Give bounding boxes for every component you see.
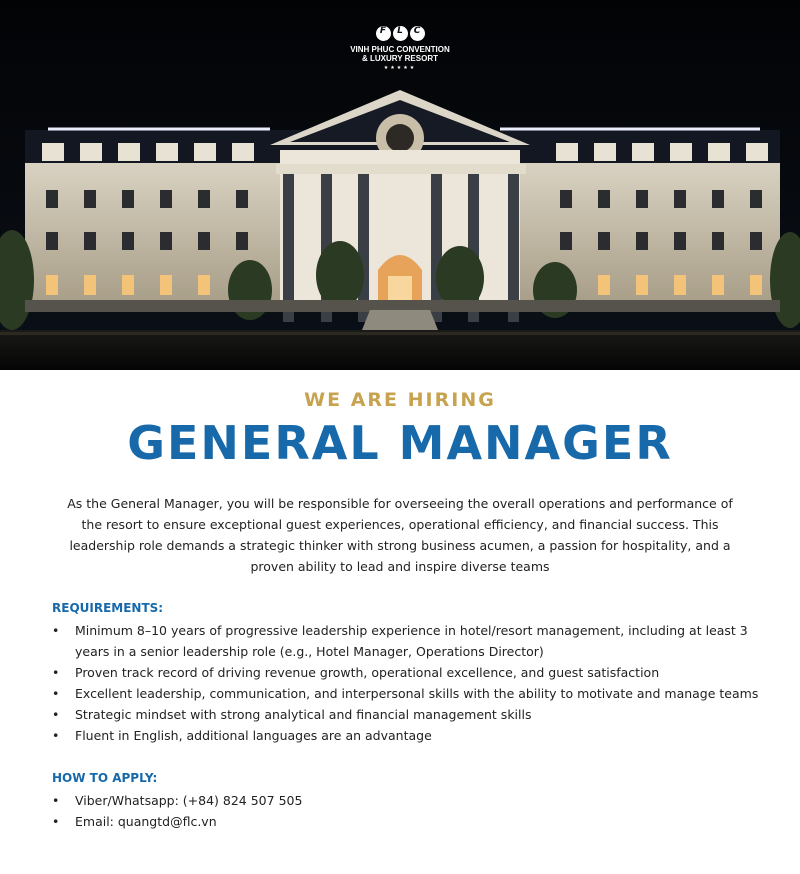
- apply-heading: HOW TO APPLY:: [52, 771, 158, 785]
- job-title: GENERAL MANAGER: [127, 416, 673, 470]
- bullet-icon: •: [52, 665, 60, 680]
- flc-logo-icon: F L C: [376, 26, 425, 41]
- list-item: • Excellent leadership, communication, and interpersonal skills with the ability to motivate and manage teams: [52, 683, 764, 704]
- requirements-list: [52, 620, 764, 746]
- bullet-icon: •: [52, 814, 60, 829]
- bullet-icon: •: [52, 793, 60, 808]
- apply-list: [52, 790, 764, 832]
- list-item: [52, 811, 764, 832]
- bullet-icon: •: [52, 728, 60, 743]
- bullet-icon: •: [52, 623, 60, 638]
- list-item: • Minimum 8–10 years of progressive leadership experience in hotel/resort management, including at least 3 years in a senior leadership role (e.g., Hotel Manager, Operations Director): [52, 620, 764, 662]
- list-item: [52, 790, 764, 811]
- list-item: • Fluent in English, additional languages are an advantage: [52, 725, 764, 746]
- logo-stars: ★★★★★: [383, 65, 417, 71]
- intro-paragraph: As the General Manager, you will be responsible for overseeing the overall operations and performance of the resort to ensure exceptional guest experiences, operational efficiency, and financial success. This leadership role demands a strategic thinker with strong business acumen, a passion for hospitality, and a proven ability to lead and inspire diverse teams: [67, 496, 733, 574]
- list-item: • Strategic mindset with strong analytical and financial management skills: [52, 704, 764, 725]
- hero-photo: [0, 0, 800, 370]
- bullet-icon: •: [52, 686, 60, 701]
- list-item: • Proven track record of driving revenue growth, operational excellence, and guest satisfaction: [52, 662, 764, 683]
- resort-logo: [0, 18, 800, 71]
- bullet-icon: •: [52, 707, 60, 722]
- logo-line-2: & LUXURY RESORT: [361, 54, 438, 63]
- hiring-label: WE ARE HIRING: [304, 389, 496, 411]
- email-contact[interactable]: Email: quangtd@flc.vn: [75, 814, 217, 829]
- phone-contact[interactable]: Viber/Whatsapp: (+84) 824 507 505: [75, 793, 303, 808]
- requirements-heading: REQUIREMENTS:: [52, 601, 164, 615]
- logo-line-1: VINH PHUC CONVENTION: [350, 45, 450, 54]
